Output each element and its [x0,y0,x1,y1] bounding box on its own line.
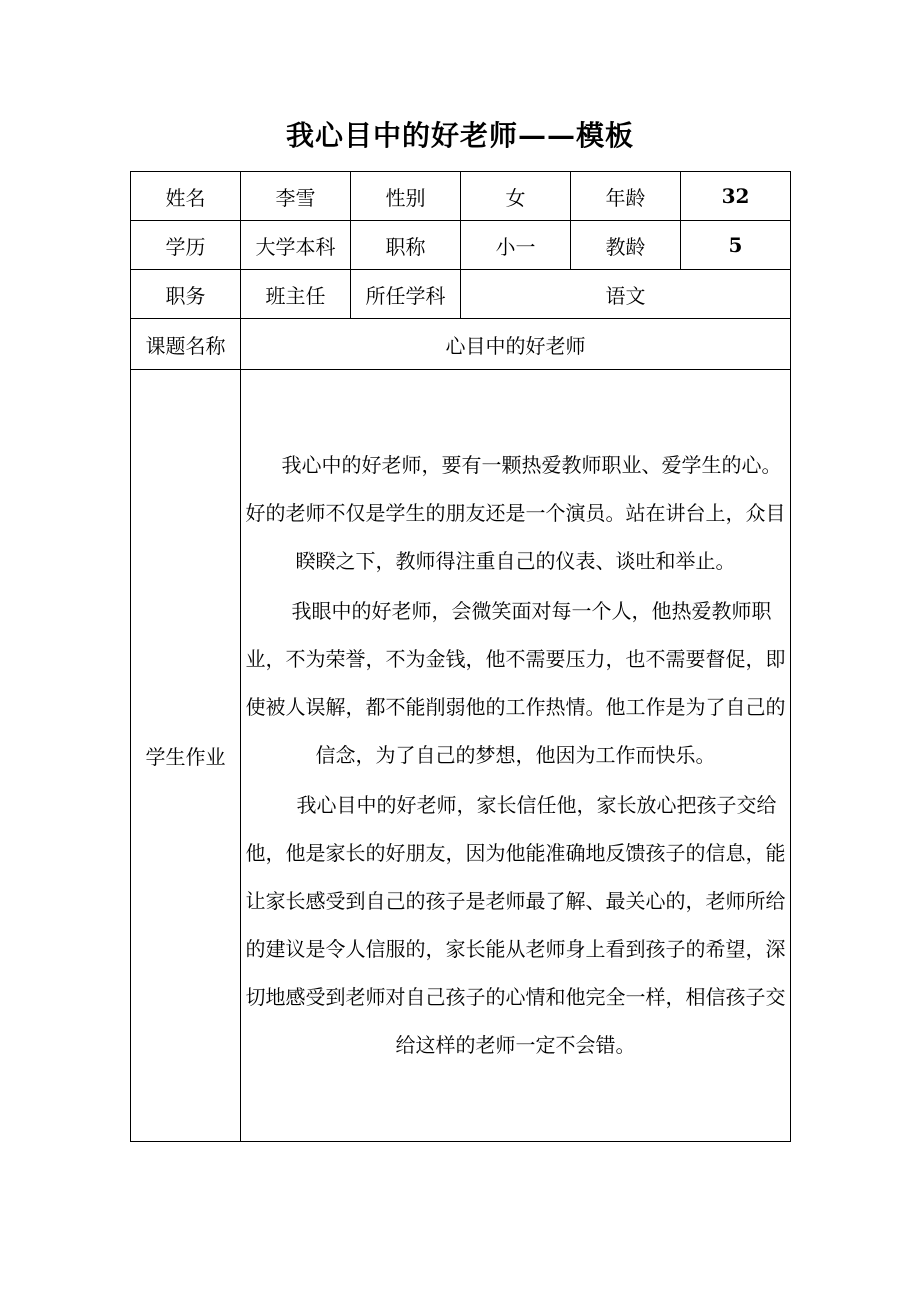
form-row-homework [131,370,791,1142]
form-row-position [131,270,791,319]
homework-paragraph-2: 我眼中的好老师，会微笑面对每一个人，他热爱教师职业，不为荣誉，不为金钱，他不需要压力，也不需要督促，即使被人误解，都不能削弱他的工作热情。他工作是为了自己的信念，为了自己的梦想，他因为工作而快乐。 [245,598,786,767]
age-label: 年龄 [571,172,681,221]
teacher-info-form [130,171,791,1142]
position-value: 班主任 [241,270,351,319]
topic-value: 心目中的好老师 [241,319,791,370]
age-value: 32 [681,172,791,221]
position-label: 职务 [131,270,241,319]
name-value: 李雪 [241,172,351,221]
education-label: 学历 [131,221,241,270]
name-label: 姓名 [131,172,241,221]
homework-content [241,370,791,1142]
topic-label: 课题名称 [131,319,241,370]
gender-value: 女 [461,172,571,221]
form-row-education [131,221,791,270]
title-label: 职称 [351,221,461,270]
title-value: 小一 [461,221,571,270]
subject-label: 所任学科 [351,270,461,319]
homework-paragraph-3: 我心目中的好老师，家长信任他，家长放心把孩子交给他，他是家长的好朋友，因为他能准确地反馈孩子的信息，能让家长感受到自己的孩子是老师最了解、最关心的，老师所给的建议是令人信服的，家长能从老师身上看到孩子的希望，深切地感受到老师对自己孩子的心情和他完全一样，相信孩子交给这样的老师一定不会错。 [245,792,786,1057]
subject-value: 语文 [461,270,791,319]
document-title: 我心目中的好老师——模板 [285,119,634,152]
form-row-topic [131,319,791,370]
form-row-basic [131,172,791,221]
education-value: 大学本科 [241,221,351,270]
homework-label: 学生作业 [131,370,241,1142]
homework-paragraph-1: 我心中的好老师，要有一颗热爱教师职业、爱学生的心。好的老师不仅是学生的朋友还是一个演员。站在讲台上，众目睽睽之下，教师得注重自己的仪表、谈吐和举止。 [245,452,786,573]
teaching-years-value: 5 [681,221,791,270]
teaching-years-label: 教龄 [571,221,681,270]
gender-label: 性别 [351,172,461,221]
